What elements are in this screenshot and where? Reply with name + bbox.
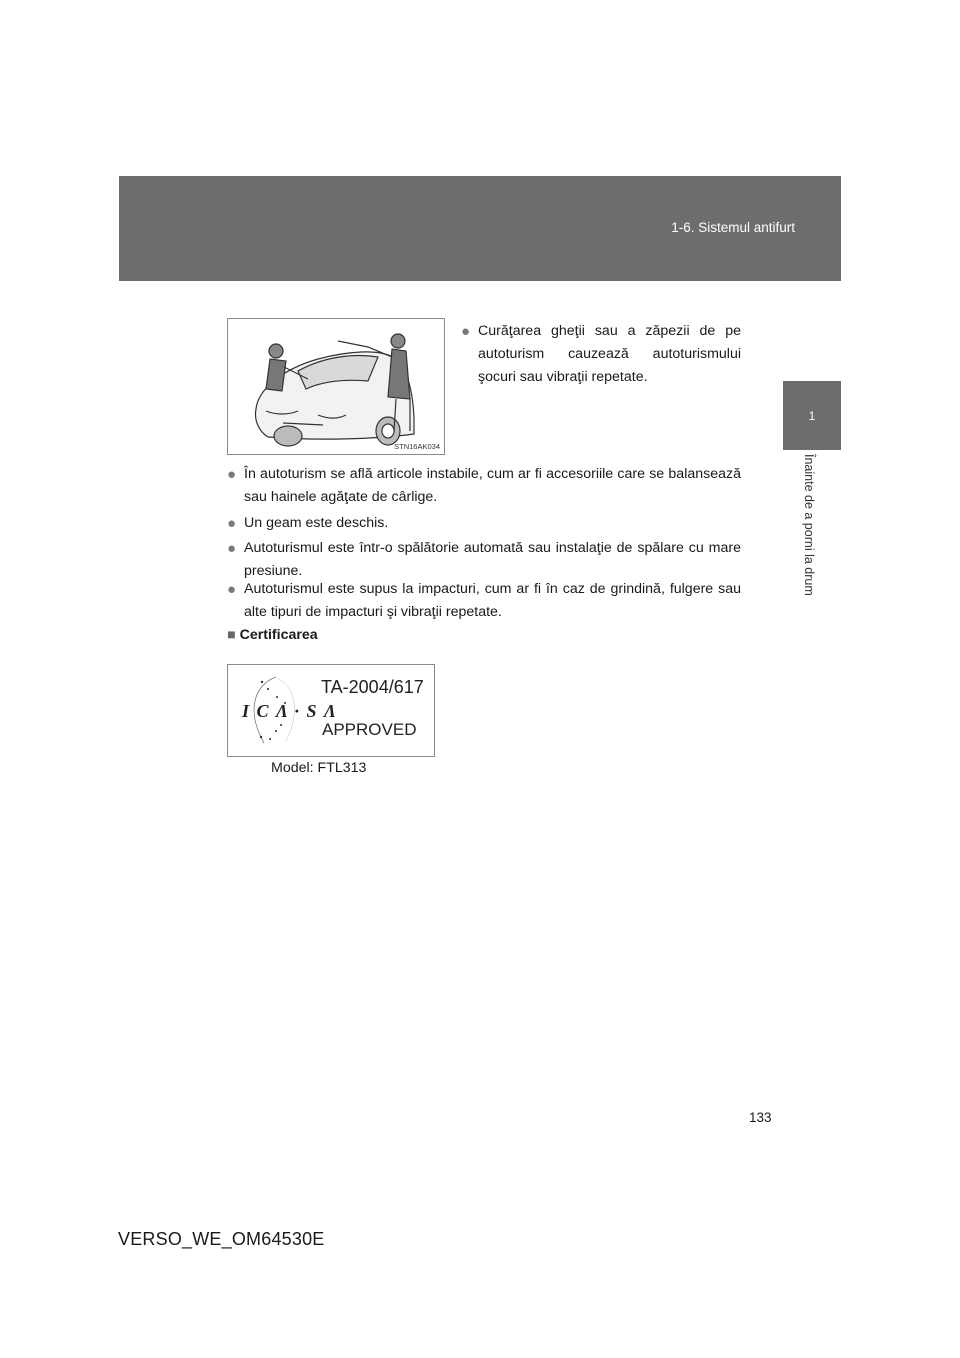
car-illustration — [227, 318, 445, 455]
figure-code: STN16AK034 — [394, 442, 440, 451]
list-item-text: Autoturismul este supus la impacturi, cum ar fi în caz de grindină, fulgere sau alte tipuri de impacturi şi vibraţii repetate. — [244, 581, 741, 620]
certificate-number: TA-2004/617 — [321, 677, 424, 697]
chapter-title: Înainte de a porni la drum — [802, 454, 816, 596]
chapter-number: 1 — [808, 408, 816, 423]
chapter-tab[interactable] — [783, 381, 841, 450]
icasa-logo — [236, 673, 338, 749]
list-item — [227, 537, 741, 583]
bullet-icon: ● — [227, 466, 237, 483]
section-heading — [227, 627, 318, 643]
list-item-text: Autoturismul este într-o spălătorie automată sau instalaţie de spălare cu mare presiune. — [244, 540, 741, 579]
list-item-text: În autoturism se află articole instabile, cum ar fi accesoriile care se balansează sau hainele agăţate de cârlige. — [244, 466, 741, 505]
list-item-text: Un geam este deschis. — [244, 515, 389, 531]
list-item — [227, 463, 741, 509]
certificate-box — [227, 664, 435, 757]
page-number: 133 — [749, 1110, 772, 1125]
list-item — [227, 578, 741, 624]
list-item — [461, 320, 741, 389]
list-item — [227, 512, 741, 535]
list-item-text: Curăţarea gheţii sau a zăpezii de pe autoturism cauzează autoturismului şocuri sau vibraţii repetate. — [478, 323, 741, 385]
bullet-icon: ● — [227, 515, 237, 532]
bullet-icon: ● — [227, 581, 237, 598]
section-title: 1-6. Sistemul antifurt — [671, 220, 795, 235]
bullet-icon: ● — [227, 540, 237, 557]
heading-square-icon: ■ — [227, 627, 236, 643]
document-code: VERSO_WE_OM64530E — [118, 1229, 325, 1249]
car-cleaning-drawing — [228, 319, 444, 454]
svg-text:I C Λ · S Λ: I C Λ · S Λ — [242, 701, 338, 721]
certificate-model: Model: FTL313 — [271, 760, 367, 776]
bullet-icon: ● — [461, 323, 471, 340]
heading-label: Certificarea — [239, 627, 318, 643]
certificate-status: APPROVED — [322, 720, 417, 739]
header-band — [119, 176, 841, 281]
